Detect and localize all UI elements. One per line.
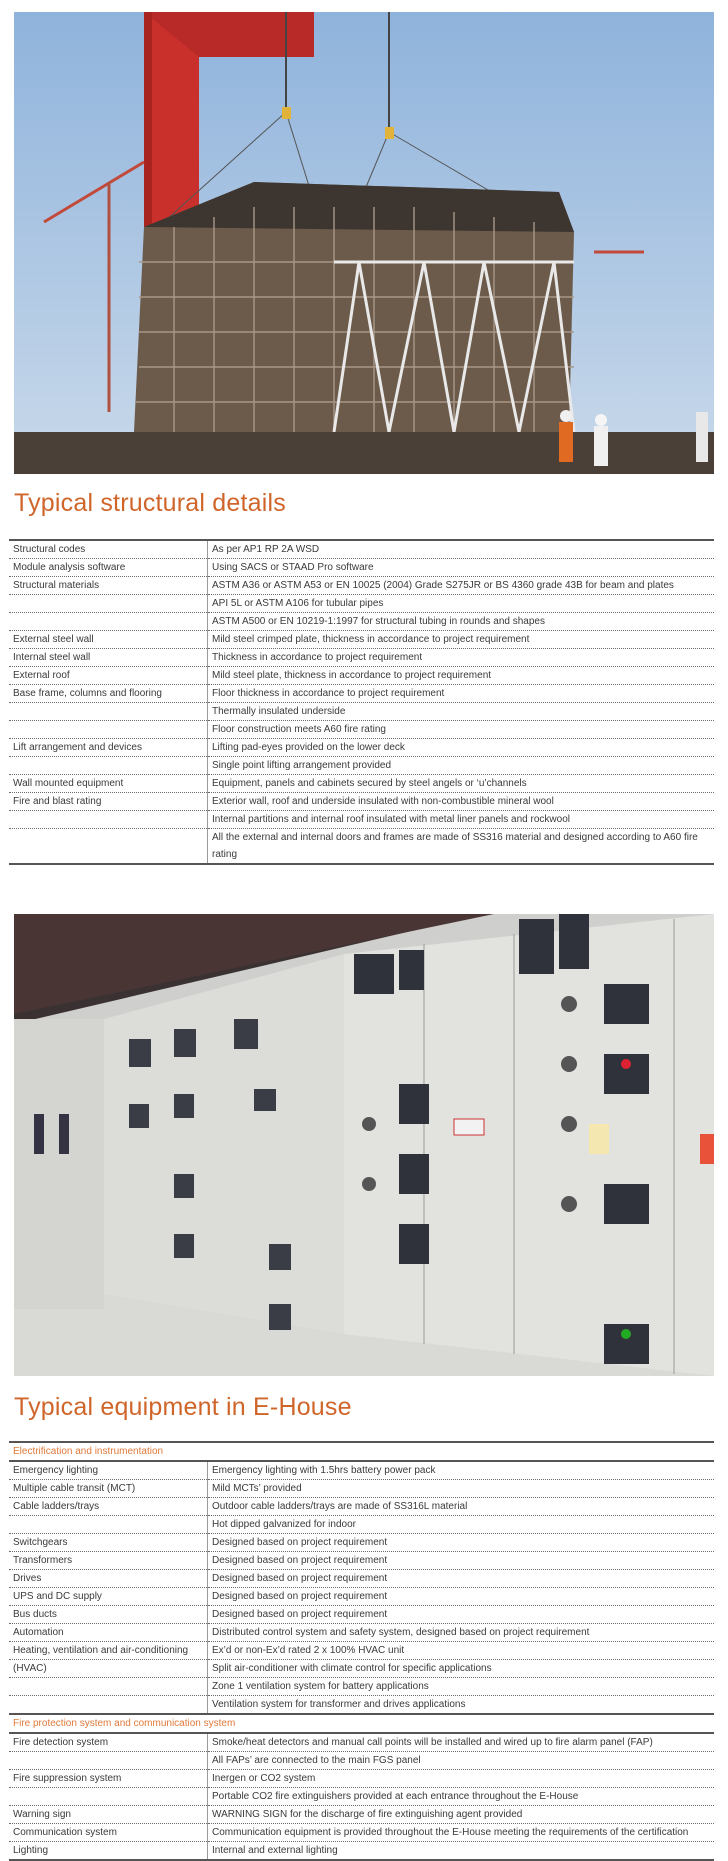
table-row <box>9 1624 714 1642</box>
spec-value: As per AP1 RP 2A WSD <box>208 540 715 559</box>
table-row <box>9 1733 714 1752</box>
spec-label <box>9 721 208 739</box>
spec-value: ASTM A500 or EN 10219-1:1997 for structural tubing in rounds and shapes <box>208 613 715 631</box>
table-row <box>9 1824 714 1842</box>
table-row <box>9 811 714 829</box>
spec-value: Emergency lighting with 1.5hrs battery power pack <box>208 1461 715 1480</box>
table-row <box>9 1842 714 1861</box>
spec-value: Designed based on project requirement <box>208 1570 715 1588</box>
table-row <box>9 1606 714 1624</box>
spec-label: Multiple cable transit (MCT) <box>9 1480 208 1498</box>
table-row <box>9 1642 714 1660</box>
spec-value: All the external and internal doors and frames are made of SS316 material and designed according to A60 fire rating <box>208 829 715 865</box>
spec-value: Internal and external lighting <box>208 1842 715 1861</box>
table-row <box>9 829 714 865</box>
spec-label: Drives <box>9 1570 208 1588</box>
spec-value: Using SACS or STAAD Pro software <box>208 559 715 577</box>
table-row <box>9 1696 714 1715</box>
spec-value: Ex’d or non-Ex’d rated 2 x 100% HVAC unit <box>208 1642 715 1660</box>
spec-label: Cable ladders/trays <box>9 1498 208 1516</box>
spec-value: Single point lifting arrangement provided <box>208 757 715 775</box>
spec-value: Equipment, panels and cabinets secured by steel angels or ‘u’channels <box>208 775 715 793</box>
spec-value: Inergen or CO2 system <box>208 1770 715 1788</box>
spec-label <box>9 1788 208 1806</box>
spec-value: Hot dipped galvanized for indoor <box>208 1516 715 1534</box>
table-row <box>9 685 714 703</box>
spec-label: External roof <box>9 667 208 685</box>
spec-value: Mild steel plate, thickness in accordance to project requirement <box>208 667 715 685</box>
table-row <box>9 649 714 667</box>
spec-value: Portable CO2 fire extinguishers provided at each entrance throughout the E-House <box>208 1788 715 1806</box>
spec-label: (HVAC) <box>9 1660 208 1678</box>
table-row <box>9 1552 714 1570</box>
spec-value: Designed based on project requirement <box>208 1552 715 1570</box>
spec-label: Wall mounted equipment <box>9 775 208 793</box>
spec-label <box>9 829 208 865</box>
table-row <box>9 1806 714 1824</box>
spec-value: Mild MCTs’ provided <box>208 1480 715 1498</box>
spec-label: Automation <box>9 1624 208 1642</box>
table-row <box>9 631 714 649</box>
spec-label: Warning sign <box>9 1806 208 1824</box>
table-row <box>9 1788 714 1806</box>
table-row <box>9 1770 714 1788</box>
spec-value: Ventilation system for transformer and drives applications <box>208 1696 715 1715</box>
table-row <box>9 540 714 559</box>
spec-value: All FAPs’ are connected to the main FGS panel <box>208 1752 715 1770</box>
spec-value: API 5L or ASTM A106 for tubular pipes <box>208 595 715 613</box>
table-row <box>9 739 714 757</box>
spec-value: Floor construction meets A60 fire rating <box>208 721 715 739</box>
spec-label: UPS and DC supply <box>9 1588 208 1606</box>
spec-value: Outdoor cable ladders/trays are made of SS316L material <box>208 1498 715 1516</box>
spec-value: Internal partitions and internal roof insulated with metal liner panels and rockwool <box>208 811 715 829</box>
spec-value: Mild steel crimped plate, thickness in accordance to project requirement <box>208 631 715 649</box>
equipment-title: Typical equipment in E-House <box>14 1393 352 1421</box>
spec-value: Thickness in accordance to project requirement <box>208 649 715 667</box>
spec-label: Internal steel wall <box>9 649 208 667</box>
spec-label <box>9 595 208 613</box>
table-row <box>9 1498 714 1516</box>
spec-label: Heating, ventilation and air-conditioning <box>9 1642 208 1660</box>
table-row <box>9 703 714 721</box>
structural-title: Typical structural details <box>14 489 286 517</box>
spec-label: Base frame, columns and flooring <box>9 685 208 703</box>
spec-value: Zone 1 ventilation system for battery applications <box>208 1678 715 1696</box>
spec-label: Module analysis software <box>9 559 208 577</box>
spec-label: Fire and blast rating <box>9 793 208 811</box>
table-row <box>9 667 714 685</box>
spec-label <box>9 1752 208 1770</box>
section-header-row <box>9 1714 714 1733</box>
section-header: Fire protection system and communication system <box>9 1714 714 1733</box>
spec-label: External steel wall <box>9 631 208 649</box>
spec-value: Designed based on project requirement <box>208 1534 715 1552</box>
table-row <box>9 613 714 631</box>
table-row <box>9 1660 714 1678</box>
table-row <box>9 775 714 793</box>
spec-value: Thermally insulated underside <box>208 703 715 721</box>
section-header-row <box>9 1442 714 1461</box>
spec-value: Designed based on project requirement <box>208 1588 715 1606</box>
table-row <box>9 1570 714 1588</box>
module-lift-photo <box>14 12 714 474</box>
spec-label: Structural materials <box>9 577 208 595</box>
spec-label <box>9 613 208 631</box>
table-row <box>9 595 714 613</box>
table-row <box>9 1516 714 1534</box>
spec-label: Bus ducts <box>9 1606 208 1624</box>
spec-label <box>9 757 208 775</box>
spec-value: Designed based on project requirement <box>208 1606 715 1624</box>
spec-value: Lifting pad-eyes provided on the lower deck <box>208 739 715 757</box>
spec-label: Switchgears <box>9 1534 208 1552</box>
table-row <box>9 1588 714 1606</box>
spec-label <box>9 811 208 829</box>
spec-label: Lift arrangement and devices <box>9 739 208 757</box>
spec-value: Exterior wall, roof and underside insulated with non-combustible mineral wool <box>208 793 715 811</box>
spec-label: Fire suppression system <box>9 1770 208 1788</box>
spec-value: Split air-conditioner with climate control for specific applications <box>208 1660 715 1678</box>
table-row <box>9 757 714 775</box>
spec-value: Smoke/heat detectors and manual call points will be installed and wired up to fire alarm panel (FAP) <box>208 1733 715 1752</box>
table-row <box>9 577 714 595</box>
spec-value: WARNING SIGN for the discharge of fire extinguishing agent provided <box>208 1806 715 1824</box>
spec-label: Communication system <box>9 1824 208 1842</box>
spec-label: Fire detection system <box>9 1733 208 1752</box>
table-row <box>9 559 714 577</box>
table-row <box>9 793 714 811</box>
table-row <box>9 1752 714 1770</box>
spec-value: Floor thickness in accordance to project requirement <box>208 685 715 703</box>
table-row <box>9 1678 714 1696</box>
table-row <box>9 1534 714 1552</box>
spec-label: Structural codes <box>9 540 208 559</box>
spec-label: Emergency lighting <box>9 1461 208 1480</box>
spec-value: Communication equipment is provided throughout the E-House meeting the requirements of the certification <box>208 1824 715 1842</box>
section-header: Electrification and instrumentation <box>9 1442 714 1461</box>
spec-label <box>9 703 208 721</box>
equipment-table <box>9 1441 714 1861</box>
spec-label <box>9 1678 208 1696</box>
table-row <box>9 721 714 739</box>
spec-label: Transformers <box>9 1552 208 1570</box>
spec-label: Lighting <box>9 1842 208 1861</box>
spec-value: ASTM A36 or ASTM A53 or EN 10025 (2004) Grade S275JR or BS 4360 grade 43B for beam and plates <box>208 577 715 595</box>
switchgear-room-photo <box>14 914 714 1376</box>
spec-label <box>9 1516 208 1534</box>
spec-value: Distributed control system and safety system, designed based on project requirement <box>208 1624 715 1642</box>
table-row <box>9 1480 714 1498</box>
spec-label <box>9 1696 208 1715</box>
structural-table <box>9 539 714 865</box>
table-row <box>9 1461 714 1480</box>
